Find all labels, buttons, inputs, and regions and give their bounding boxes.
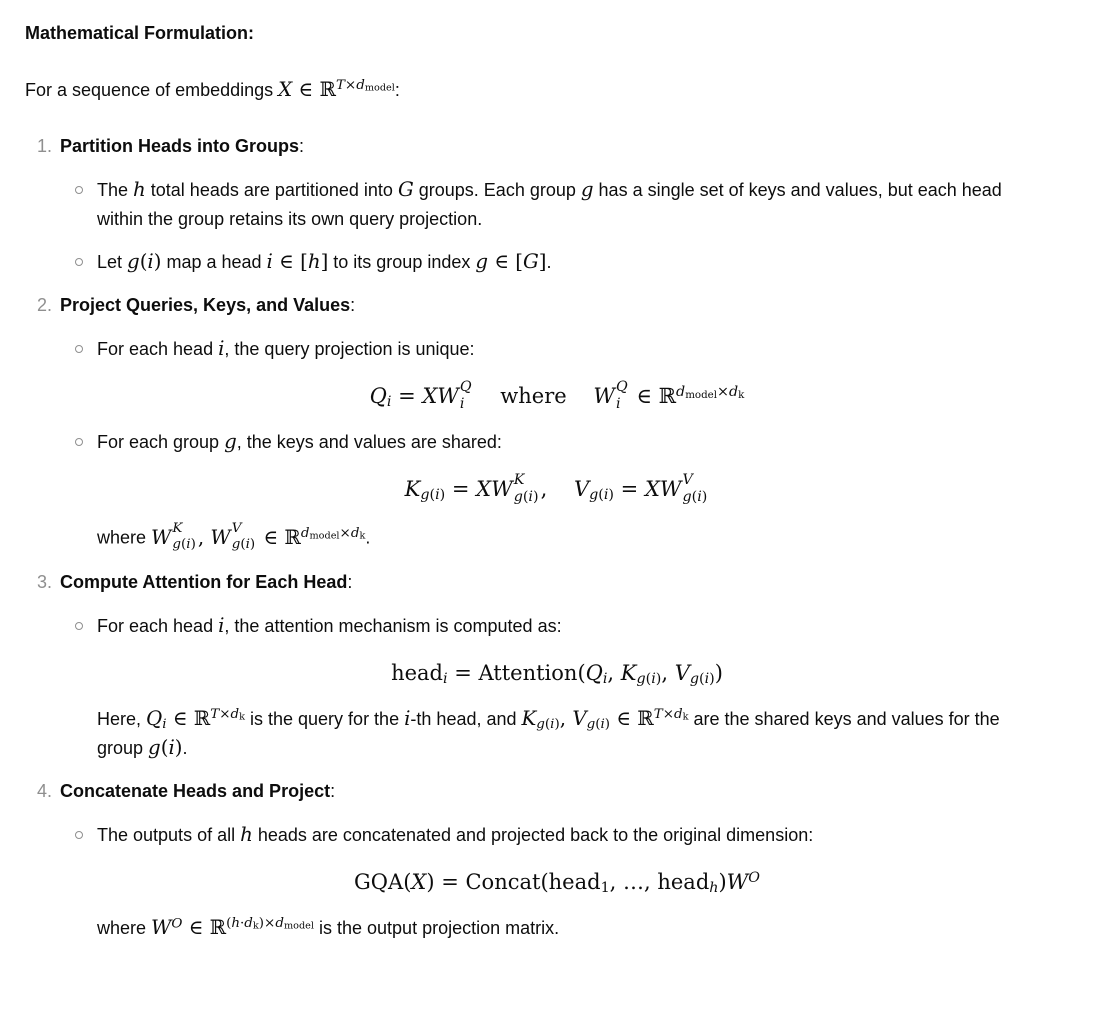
bullet-text: For each head i, the query projection is unique: — [97, 337, 475, 360]
bullet-item — [25, 176, 1017, 234]
bullet-text: The outputs of all h heads are concatenated and projected back to the original dimension: — [97, 822, 814, 846]
item-title-colon: : — [299, 136, 305, 156]
item-title-colon: : — [330, 780, 336, 801]
bullet-text: Let g(i) map a head i ∈ [h] to its group index g ∈ [G]. — [97, 250, 552, 273]
list-item-compute-attention — [25, 568, 1017, 763]
display-equation-key-value-projection: $K_{g(i)}$ = XW K g(i) , $V_{g(i)}$ = XW V g(i) — [404, 471, 708, 505]
list-item-project-qkv — [25, 291, 1017, 554]
item-number: 4. — [37, 780, 53, 801]
equation-note: where $W^O$ ∈ ℝ$^{(h\cdot d_k)\times d_{model}}$ is the output projection matrix. — [97, 915, 560, 939]
item-title: Partition Heads into Groups — [60, 136, 300, 156]
bullet-item — [25, 428, 1017, 457]
bullet-text: For each group g, the keys and values are shared: — [97, 430, 502, 453]
item-number: 1. — [37, 136, 53, 156]
list-item-concatenate-project — [25, 777, 1017, 943]
page-title: Mathematical Formulation: — [25, 23, 255, 43]
bullet-circle-icon — [75, 831, 83, 839]
bullet-circle-icon — [75, 438, 83, 446]
display-equation-gqa-output: GQA(X) = Concat(head$_1$, …, $head_h)W^O$ — [354, 869, 760, 896]
bullet-circle-icon — [75, 622, 83, 630]
bullet-item — [25, 335, 1017, 364]
bullet-text: For each head i, the attention mechanism is computed as: — [97, 613, 562, 637]
list-item-partition-heads — [25, 132, 1017, 277]
bullet-circle-icon — [75, 345, 83, 353]
equation-note: Here, $Q_i$ ∈ ℝ$^{T\times d_k}$ is the query for the i-th head, and $K_{g(i)}$, $V_{g(i)}$ ∈ ℝ$^{T\times d_k}$ are the shared keys and values for the group g(i). — [97, 706, 1000, 759]
item-heading — [25, 568, 1017, 597]
equation-note: where W K g(i) , W V g(i) ∈ ℝ$^{d_{model}\times d_k}$. — [97, 521, 371, 553]
bullet-text: The h total heads are partitioned into G groups. Each group g has a single set of keys and values, but each head within the group retains its own query projection. — [97, 178, 1002, 229]
item-heading — [25, 777, 1017, 806]
bullet-item — [25, 612, 1017, 641]
bullet-item — [25, 821, 1017, 850]
item-heading — [25, 291, 1017, 320]
display-equation-attention-head: head$_i$ = $Attention(Q_i$, $K_{g(i)}$, $V_{g(i)}$) — [391, 660, 723, 687]
intro-paragraph: For a sequence of embeddings X ∈ ℝ$^{T\times d_{model}}$: — [25, 78, 400, 101]
item-title-colon: : — [350, 295, 356, 315]
item-title: Compute Attention for Each Head — [60, 571, 348, 592]
bullet-circle-icon — [75, 186, 83, 194]
display-equation-query-projection: $Q_i$ = XW Q i where W Q i ∈ ℝ$^{d_{model}\times d_k}$ — [369, 378, 745, 412]
item-heading — [25, 132, 1017, 161]
item-number: 3. — [37, 571, 53, 592]
item-title-colon: : — [347, 571, 353, 592]
item-number: 2. — [37, 295, 53, 315]
item-title: Project Queries, Keys, and Values — [60, 295, 351, 315]
item-title: Concatenate Heads and Project — [60, 780, 331, 801]
bullet-item — [25, 248, 1017, 277]
bullet-circle-icon — [75, 258, 83, 266]
